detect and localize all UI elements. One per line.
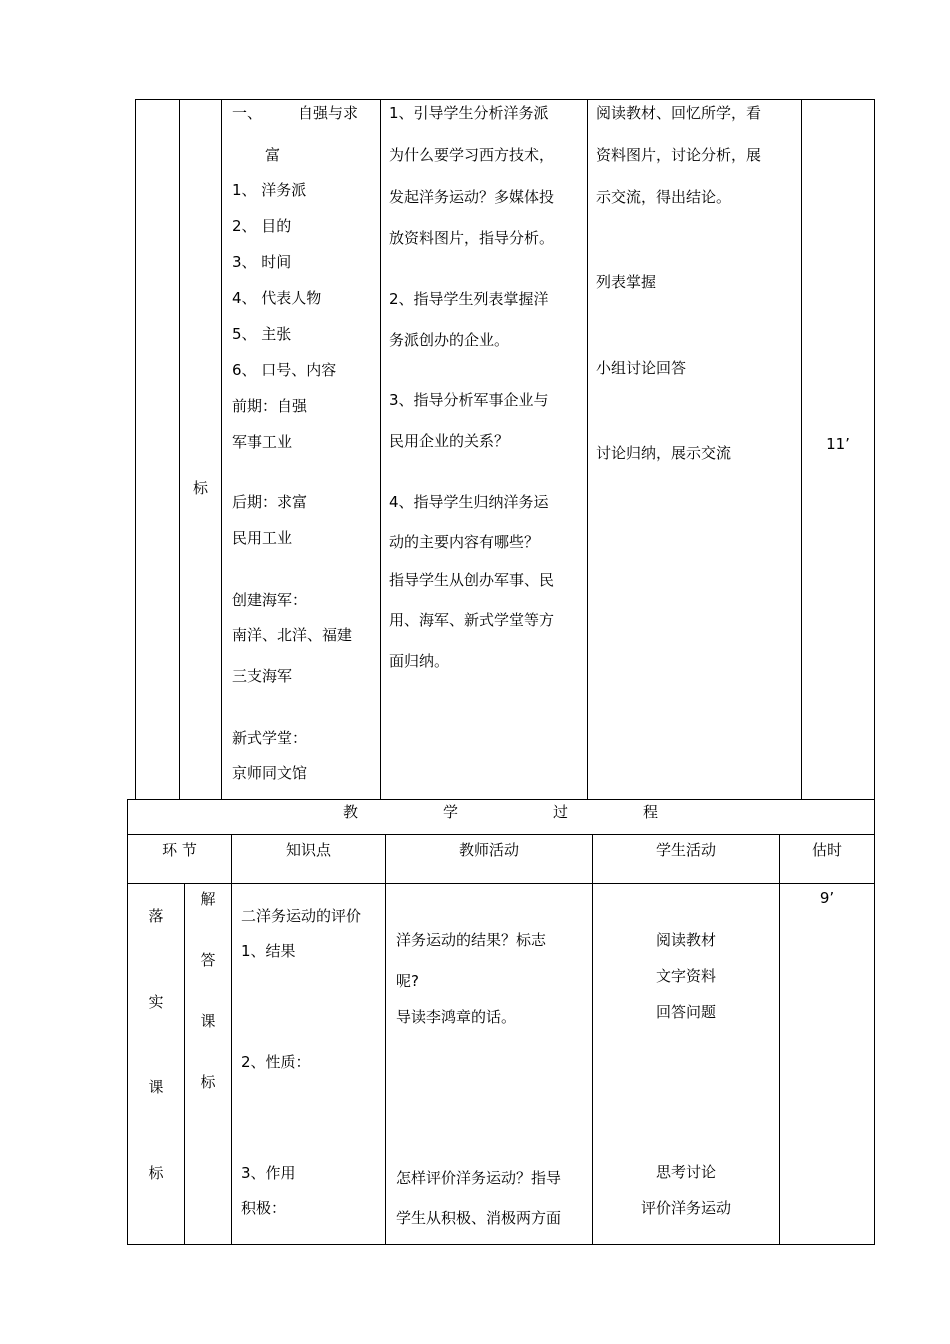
top-col2-label: 标 — [192, 479, 208, 497]
knowledge-line: 5、 主张 — [232, 325, 292, 343]
subsegment-char: 解 — [200, 890, 216, 908]
top-table-col-line-4 — [380, 99, 381, 799]
top-table-col-line-3 — [221, 99, 222, 799]
knowledge-line: 新式学堂： — [232, 729, 308, 747]
top-table-col-line-2 — [179, 99, 180, 799]
knowledge-line: 6、 口号、内容 — [232, 361, 337, 379]
header-col-line-3 — [592, 834, 593, 1245]
top-table-col-line-5 — [587, 99, 588, 799]
bottom-knowledge-line: 3、作用 — [241, 1164, 296, 1182]
teacher-line: 为什么要学习西方技术， — [389, 146, 555, 164]
bottom-table-bottom-border — [127, 1244, 875, 1245]
teacher-line: 放资料图片，指导分析。 — [389, 229, 555, 247]
process-title-char: 过 — [553, 803, 569, 821]
student-line: 列表掌握 — [596, 273, 657, 291]
knowledge-line: 富 — [265, 146, 281, 164]
header-knowledge: 知识点 — [285, 841, 331, 859]
segment-char: 实 — [148, 993, 164, 1011]
segment-subcol-line — [184, 883, 185, 1245]
teacher-line: 发起洋务运动？多媒体投 — [389, 188, 555, 206]
process-title-char: 程 — [643, 803, 659, 821]
student-line: 资料图片，讨论分析，展 — [596, 146, 762, 164]
knowledge-line: 3、 时间 — [232, 253, 292, 271]
header-row-bottom-border — [127, 883, 875, 884]
bottom-student-line: 回答问题 — [655, 1003, 716, 1021]
teacher-line: 1、引导学生分析洋务派 — [389, 104, 549, 122]
segment-char: 落 — [148, 907, 164, 925]
knowledge-line: 4、 代表人物 — [232, 289, 322, 307]
teacher-line: 3、指导分析军事企业与 — [389, 391, 549, 409]
teacher-line: 用、海军、新式学堂等方 — [389, 611, 555, 629]
bottom-time-value: 9’ — [819, 889, 835, 907]
knowledge-line: 军事工业 — [232, 433, 293, 451]
bottom-table-right-border — [874, 799, 875, 1245]
header-time: 估时 — [811, 841, 842, 859]
knowledge-line: 民用工业 — [232, 529, 293, 547]
bottom-knowledge-line: 2、性质： — [241, 1053, 311, 1071]
bottom-student-line: 思考讨论 — [655, 1163, 716, 1181]
header-row-top-border — [127, 834, 875, 835]
top-table-col-line-1 — [135, 99, 136, 799]
bottom-teacher-line: 洋务运动的结果？标志 — [396, 931, 547, 949]
bottom-student-line: 阅读教材 — [655, 931, 716, 949]
bottom-knowledge-line: 1、结果 — [241, 942, 296, 960]
process-title-char: 学 — [443, 803, 459, 821]
student-line: 讨论归纳，展示交流 — [596, 444, 732, 462]
header-student: 学生活动 — [655, 841, 716, 859]
segment-char: 标 — [148, 1164, 164, 1182]
student-line: 小组讨论回答 — [596, 359, 687, 377]
bottom-knowledge-line: 二洋务运动的评价 — [241, 907, 362, 925]
student-line: 示交流，得出结论。 — [596, 188, 732, 206]
knowledge-line: 京师同文馆 — [232, 764, 308, 782]
header-col-line-1 — [231, 834, 232, 1245]
knowledge-line: 2、 目的 — [232, 217, 292, 235]
knowledge-line: 三支海军 — [232, 667, 293, 685]
teacher-line: 民用企业的关系？ — [389, 432, 510, 450]
subsegment-char: 标 — [200, 1073, 216, 1091]
knowledge-line: 1、 洋务派 — [232, 181, 307, 199]
knowledge-line: 前期：自强 — [232, 397, 308, 415]
teacher-line: 指导学生从创办军事、民 — [389, 571, 555, 589]
teacher-line: 4、指导学生归纳洋务运 — [389, 493, 549, 511]
bottom-teacher-line: 怎样评价洋务运动？指导 — [396, 1169, 562, 1187]
teacher-line: 面归纳。 — [389, 652, 450, 670]
bottom-teacher-line: 学生从积极、消极两方面 — [396, 1209, 562, 1227]
knowledge-line: 创建海军： — [232, 591, 308, 609]
subsegment-char: 课 — [200, 1012, 216, 1030]
header-teacher: 教师活动 — [458, 841, 519, 859]
knowledge-line: 后期：求富 — [232, 493, 308, 511]
bottom-teacher-line: 导读李鸿章的话。 — [396, 1008, 517, 1026]
bottom-student-line: 文字资料 — [655, 967, 716, 985]
subsegment-char: 答 — [200, 951, 216, 969]
teacher-line: 动的主要内容有哪些？ — [389, 533, 540, 551]
bottom-student-line: 评价洋务运动 — [640, 1199, 731, 1217]
knowledge-line: 一、 — [232, 104, 263, 122]
bottom-knowledge-line: 积极： — [241, 1199, 287, 1217]
top-time-value: 11’ — [826, 435, 850, 453]
top-table-top-border — [135, 99, 875, 100]
knowledge-line: 自强与求 — [298, 104, 359, 122]
student-line: 阅读教材、回忆所学，看 — [596, 104, 762, 122]
process-title-top-border — [127, 799, 875, 800]
segment-char: 课 — [148, 1078, 164, 1096]
process-title-char: 教 — [343, 803, 359, 821]
teacher-line: 务派创办的企业。 — [389, 331, 510, 349]
bottom-teacher-line: 呢? — [396, 972, 419, 990]
top-table-col-line-7 — [874, 99, 875, 799]
header-segment: 环 节 — [162, 841, 197, 859]
teacher-line: 2、指导学生列表掌握洋 — [389, 290, 549, 308]
header-col-line-2 — [385, 834, 386, 1245]
knowledge-line: 南洋、北洋、福建 — [232, 626, 353, 644]
